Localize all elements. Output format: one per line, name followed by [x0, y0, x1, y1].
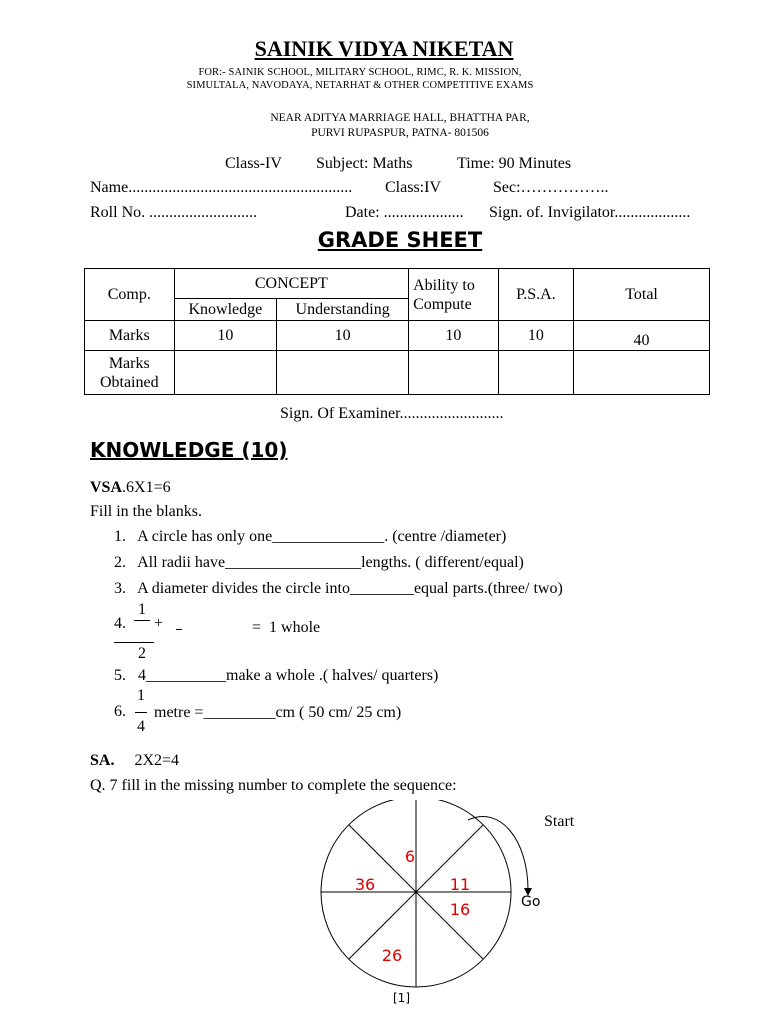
direction-arrow — [468, 816, 528, 890]
marks-cell: 10 — [409, 321, 499, 351]
for-line-2: SIMULTALA, NAVODAYA, NETARHAT & OTHER COMPETITIVE EXAMS — [186, 80, 534, 91]
sa-marks: 2X2=4 — [134, 752, 180, 769]
question-6 — [114, 687, 514, 737]
section-field[interactable]: Sec:…………….. — [493, 179, 609, 196]
answer-blank[interactable] — [114, 642, 154, 643]
obtained-cell[interactable] — [409, 351, 499, 395]
fraction-bar — [134, 620, 150, 621]
vsa-label: VSA — [90, 479, 123, 496]
sequence-number: 6 — [404, 847, 416, 866]
address-line-1: NEAR ADITYA MARRIAGE HALL, BHATTHA PAR, — [270, 112, 530, 124]
for-line-1: FOR:- SAINIK SCHOOL, MILITARY SCHOOL, RIMC, R. K. MISSION, — [198, 67, 522, 78]
marks-cell: 10 — [498, 321, 573, 351]
class-label: Class-IV — [225, 155, 282, 172]
psa-header: P.S.A. — [498, 269, 573, 321]
total-header: Total — [574, 269, 710, 321]
question-3: 3. A diameter divides the circle into________equal parts.(three/ two) — [114, 580, 563, 597]
school-address — [200, 111, 600, 141]
sequence-number: 16 — [449, 900, 471, 919]
obtained-cell[interactable] — [498, 351, 573, 395]
q4-fraction-numerator: 1 — [138, 601, 146, 618]
knowledge-header: Knowledge — [174, 299, 277, 321]
go-label: Go — [521, 894, 541, 910]
sa-label: SA. — [90, 752, 115, 769]
q6-number: 6. — [114, 703, 126, 720]
obtained-cell[interactable] — [174, 351, 277, 395]
q4-result: = 1 whole — [252, 619, 321, 636]
marks-cell: 10 — [174, 321, 277, 351]
obtained-cell[interactable] — [277, 351, 409, 395]
plus-sign: + — [154, 615, 164, 632]
roll-number-field[interactable]: Roll No. ........................... — [90, 204, 258, 221]
answer-blank[interactable] — [176, 629, 182, 630]
obtained-cell[interactable] — [574, 351, 710, 395]
comp-header: Comp. — [85, 269, 175, 321]
fraction-bar — [135, 712, 147, 713]
grade-sheet-table — [84, 268, 710, 395]
subject-label: Subject: Maths — [316, 155, 413, 172]
q6-fraction-denominator: 4 — [137, 718, 145, 735]
examiner-signature[interactable]: Sign. Of Examiner.......................... — [280, 405, 504, 422]
school-for-text — [0, 66, 720, 92]
sequence-number: 11 — [449, 875, 471, 894]
marks-cell: 40 — [574, 321, 710, 351]
question-5: 5. 4__________make a whole .( halves/ quarters) — [114, 667, 439, 684]
vsa-marks: .6X1=6 — [122, 479, 171, 496]
start-label: Start — [544, 813, 575, 830]
knowledge-heading: KNOWLEDGE (10) — [90, 438, 288, 462]
time-label: Time: 90 Minutes — [457, 155, 572, 172]
marks-label: Marks — [85, 321, 175, 351]
q6-text: metre =_________cm ( 50 cm/ 25 cm) — [154, 704, 402, 721]
grade-sheet-title: GRADE SHEET — [317, 228, 483, 252]
class-field: Class:IV — [385, 179, 441, 196]
q4-fraction-denominator: 2 — [138, 645, 146, 662]
marks-obtained-label: Marks Obtained — [85, 351, 175, 395]
vsa-line — [90, 479, 171, 497]
question-1: 1. A circle has only one______________. (centre /diameter) — [114, 528, 507, 545]
marks-cell: 10 — [277, 321, 409, 351]
q4-number: 4. — [114, 615, 126, 632]
instruction: Fill in the blanks. — [90, 503, 202, 520]
understanding-header: Understanding — [277, 299, 409, 321]
sequence-number: 36 — [354, 875, 376, 894]
date-field[interactable]: Date: .................... — [345, 204, 464, 221]
question-7: Q. 7 fill in the missing number to complete the sequence: — [90, 777, 457, 794]
ability-header: Ability to Compute — [409, 269, 499, 321]
sa-line — [90, 752, 179, 770]
page-number: [1] — [393, 991, 410, 1005]
q6-fraction-numerator: 1 — [137, 687, 145, 704]
invigilator-signature[interactable]: Sign. of. Invigilator................... — [489, 204, 691, 221]
sequence-number: 26 — [381, 946, 403, 965]
school-name: SAINIK VIDYA NIKETAN — [254, 36, 514, 61]
address-line-2: PURVI RUPASPUR, PATNA- 801506 — [311, 127, 489, 139]
name-field[interactable]: Name........................................................ — [90, 179, 353, 196]
concept-header: CONCEPT — [174, 269, 409, 299]
question-2: 2. All radii have_________________lengths. ( different/equal) — [114, 554, 524, 571]
